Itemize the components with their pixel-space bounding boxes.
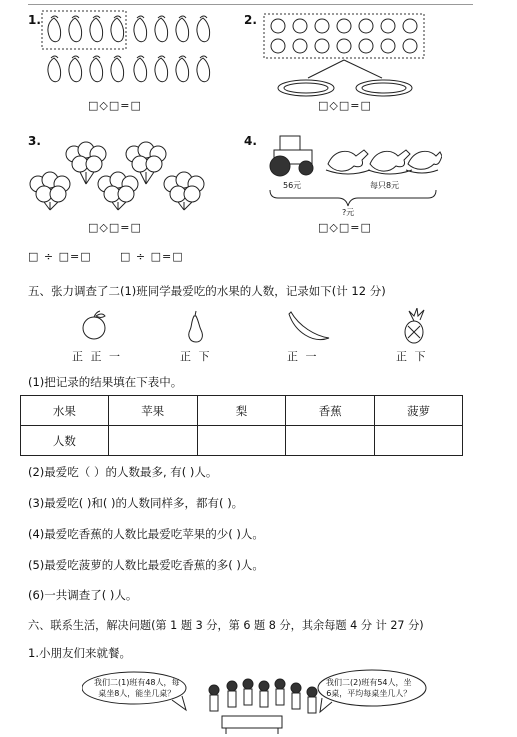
question-5-2: (2)最爱吃（ ）的人数最多, 有( )人。 [28,465,218,479]
problem-1-equation: □◇□=□ [88,99,142,112]
left-bubble-line-2: 桌坐8人，能坐几桌？ [98,689,176,698]
tractor-price: 56元 [283,181,302,190]
question-5-5: (5)最爱吃菠萝的人数比最爱吃香蕉的多( )人。 [28,558,264,572]
left-bubble-line-1: 我们二(1)班有48人，每 [94,678,180,687]
tomato-picture [262,12,432,102]
banana-icon [289,312,329,340]
top-rule [28,4,473,5]
header-cell: 菠萝 [375,396,463,426]
problem-3-equation: □◇□=□ [88,221,142,234]
balloon-bunches-picture [26,136,216,216]
header-cell: 苹果 [108,396,197,426]
division-equation-1: □ ÷ □=□ [28,250,92,263]
pineapple-tally: 正 下 [396,350,428,363]
eggplant-picture [40,8,215,90]
problem-3-number: 3. [28,134,41,148]
question-5-1: (1)把记录的结果填在下表中。 [28,375,183,389]
problem-4-number: 4. [244,134,257,148]
question-5-3: (3)最爱吃( )和( )的人数同样多，都有( )。 [28,496,244,510]
header-cell: 梨 [197,396,286,426]
fruit-count-table [20,395,463,456]
division-equation-2: □ ÷ □=□ [120,250,184,263]
problem-4-equation: □◇□=□ [318,221,372,234]
fruit-icons [76,308,436,346]
answer-cell[interactable] [108,426,197,456]
problem-1-number: 1. [28,13,41,27]
apple-tally: 正 正 一 [72,350,122,363]
left-speech-bubble [94,677,180,699]
row-label-cell: 人数 [21,426,109,456]
answer-cell[interactable] [375,426,463,456]
pear-tally: 正 下 [180,350,212,363]
table-row [21,426,463,456]
section-6-title: 六、联系生活，解决问题(第 1 题 3 分，第 6 题 8 分，其余每题 4 分 计 27 分) [28,619,424,632]
total-price: ?元 [342,208,355,217]
answer-cell[interactable] [286,426,375,456]
pineapple-icon [405,308,424,343]
horse-price: 每只8元 [370,181,400,190]
question-6-1: 1.小朋友们来就餐。 [28,646,131,660]
header-cell: 水果 [21,396,109,426]
answer-cell[interactable] [197,426,286,456]
apple-icon [83,311,105,339]
right-speech-bubble [326,677,412,699]
section-5-title: 五、张力调查了二(1)班同学最爱吃的水果的人数，记录如下(计 12 分) [28,284,386,298]
problem-2-number: 2. [244,13,257,27]
right-bubble-line-2: 6桌，平均每桌坐几人？ [326,689,412,698]
banana-tally: 正 一 [287,350,319,363]
header-cell: 香蕉 [286,396,375,426]
problem-2-equation: □◇□=□ [318,99,372,112]
table-header-row [21,396,463,426]
right-bubble-line-1: 我们二(2)班有54人，坐 [326,678,412,687]
question-5-6: (6)一共调查了( )人。 [28,588,138,602]
question-5-4: (4)最爱吃香蕉的人数比最爱吃苹果的少( )人。 [28,527,264,541]
pear-icon [189,311,203,342]
